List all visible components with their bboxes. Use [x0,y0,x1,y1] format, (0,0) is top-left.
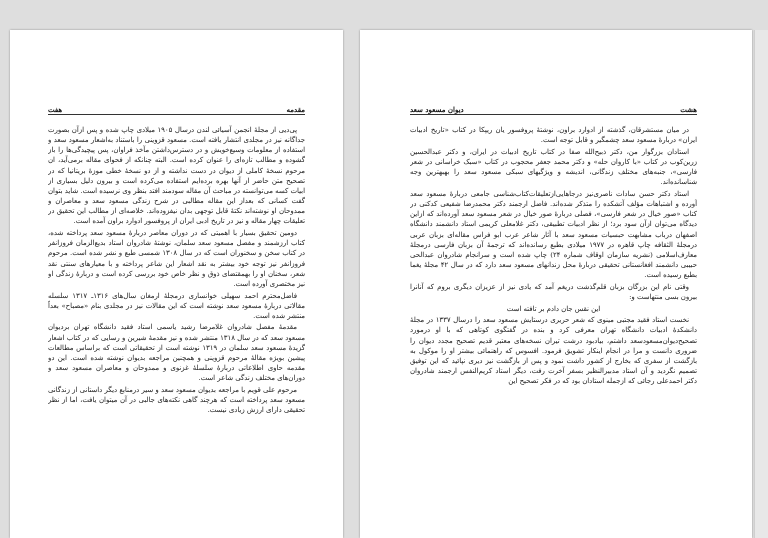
paragraph: مقدمهٔ مفصل شادروان غلامرضا رشید یاسمی استاد فقید دانشگاه تهران بردیوان مسعود سعد که در سال ۱۳۱۸ منتشر شده و نیز مقدمهٔ شیرین و رسایی که در کتاب اشعار گزیدهٔ مسعود سعد سلمان در ۱۳۱۹ نوشته است از تحقیقاتی است که براساس مطالعات پیشین بویژه مقالهٔ مرحوم قزوینی و همچنین مراجعه بدیوان نوشته شده است. این دو مقدمه حاوی اطلاعاتی دربارهٔ سلسلهٔ غزنوی و ممدوحان و معاصران مسعود سعد و دوران‌های مختلف زندگی شاعر است. [48,323,305,383]
page-number: هشت [680,105,697,114]
paragraph: مرحوم علی قویم با مراجعه بدیوان مسعود سعد و سیر درمنابع دیگر داستانی از زندگانی مسعود سعد پرداخته است که هرچند گاهی نکته‌های جالبی در آن میتوان یافت، اما از نظر تحقیقی دارای ارزش زیادی نیست. [48,385,305,415]
vertical-scrollbar[interactable] [754,30,768,538]
left-page [10,30,343,538]
paragraph: فاضل‌محترم احمد سهیلی خوانساری درمجلهٔ ارمغان سال‌های ۱۳۱۶ـ ۱۳۱۷ سلسله مقالاتی دربارهٔ مسعود سعد نوشته است که این مقالات نیز در مجلدی بنام «مصباح» بعداً منتشر شده است. [48,291,305,320]
page-body [48,125,305,532]
paragraph: دومین تحقیق بسیار با اهمیتی که در دوران معاصر دربارهٔ مسعود سعد پرداخته شده، کتاب ارزشمند و مفصل مسعود سعد سلمان، نوشتهٔ شادروان استاد بدیع‌الزمان فروزانفر در کتاب سخن و سخنوران است که در سال ۱۳۰۸ شمسی طبع و نشر شده است. مرحوم فروزانفر نیز توجه خود بیشتر به نقد اشعار این شاعر پرداخته و با معیارهای سنتی نقد شعر، سخنان او را بهمقتضای ذوق و نظر خاص خود بررسی کرده است و دربارهٔ زندگی او نیز مختصری آورده است. [48,229,305,288]
running-title: دیوان مسعود سعد [410,105,464,114]
page-header [410,100,697,115]
page-number: هفت [48,105,63,114]
page-header [48,100,305,115]
verse-line: این نقس جان دادم بر تافته است [506,304,601,313]
paragraph: استادان بزرگوار من، دکتر ذبیح‌الله صفا در کتاب تاریخ ادبیات در ایران، و دکتر عبدالحسین زرین‌کوب در کتاب «با کاروان حله» و دکتر محمد جعفر محجوب در کتاب «سبک خراسانی در شعر فارسی»، جنبه‌های مختلف زندگانی، اندیشه و ویژگیهای سبکی مسعود سعد را بهبهترین وجه شناسانده‌اند. [410,147,697,187]
paragraph: وقتی نام این بزرگان بزبان قلم‌گذشت دریغم آمد که یادی نیز از عزیزان دیگری بروم که آنانرا بیرون بسی منتهاست و: [410,282,697,301]
page-body [410,125,697,532]
running-title: مقدمه [286,105,305,114]
paragraph: استاد دکتر حسن سادات ناصری‌نیز درجاهایی‌ازتعلیقات‌کتاب‌شناسی جامعی دربارهٔ مسعود سعد آورده و اشتباهات مؤلف آتشکده را متذکر شده‌اند. فاضل ارجمند دکتر محمدرضا شفیعی کدکنی در کتاب «صور خیال در شعر فارسی»، فصلی دربارهٔ صور خیال در شعر مسعود سعد آورده‌اند که ازاین دیدگاه می‌توان ازآن سود برد؛ از نظر ادبیات تطبیقی، دکتر غلامعلی کریمی استاد دانشمند دانشگاه اصفهان درباب مشابهت حبسیات مسعود سعد با آثار شاعر عرب ابو فراس مقاله‌ای بزبان عربی درمجلهٔ الثقافه چاپ قاهره در ۱۹۷۷ میلادی بطبع رسانده‌اند که ترجمهٔ آن بزبان فارسی درمجلهٔ معارف‌اسلامی (نشریه سازمان اوقاف شماره ۲۴) چاپ شده است و سرانجام شادروان عبدالحی حبیبی دانشمند افغانستانی تحقیقی دربارهٔ محل زندانهای مسعود سعد دارد که در سال ۴۲ مجلهٔ یغما بطبع رسیده است. [410,189,697,280]
paragraph: نخست استاد فقید مجتبی مینوی که شعر حریری درستایش مسعود سعد را درسال ۱۳۳۷ در مجلهٔ دانشکدهٔ ادبیات دانشگاه تهران معرفی کرد و بنده در گفتگوی کوتاهی که با او درمورد تصحیح‌دیوان‌مسعود‌سعد داشتم، بیادبود درشت تیران نسخه‌های معتبر قدیم تصحیح مجدد دیوان را ضروری دانست و مرا در انجام اینکار تشویق فرمود. افسوس که راهنمائی بیشتر او را موکول به بازگشت از سفری که بخارج از کشور داشت نمود و پس از بازگشت نیز دیری نپائید که این توفیق تصمیم نگردید و آن استاد مدبیرالنظیر بسفر آخرت رفت، دیگر استاد کریم‌النفس ارجمند شادروان دکتر احمدعلی رجائی که ازجمله استادان بود که در فکر تصحیح این [410,316,697,386]
paragraph: در میان مستشرقان، گذشته از ادوارد براون، نوشتهٔ پروفسور یان ریپکا در کتاب «تاریخ ادبیات ایران» دربارهٔ مسعود سعد چشمگیر و قابل توجه است. [410,126,697,145]
right-page [360,30,752,538]
paragraph: پی‌دیی از مجلهٔ انجمن آسیائی لندن درسال ۱۹۰۵ میلادی چاپ شده و پس ازآن بصورت جداگانه نیز در مجلدی انتشار یافته است. مسعود قزوینی را باستناد به‌اشعار مسعود سعد و استفاده از معلومات وسیع‌خویش و در دسترس‌داشتن مآخذ فراوان، پس پیچیدگی‌ها را باز گشوده و مطالب تازه‌ای را عنوان کرده است. البته چنانکه از فحوای مقاله برمی‌آید، ان مرحوم نسخهٔ کاملی از دیوان در دست نداشته و از دو نسخهٔ خطی موزهٔ بریتانیا که در تصحیح متن حاضر از آنها بهره برده‌ایم استفاده می‌کرده است و بیرون دلیل بسیاری از ابیات کسه می‌توانسته در مباحث آن مقاله سودمند افتد بنظر وی نرسیده است. شاید بتوان گفت کسانی که بعداز این مقاله مطالبی در شرح زندگی مسعود سعد و معاصران و ممدوحان او نوشته‌اند نکتهٔ قابل توجهی بدان نیفزوده‌اند. خلاصه‌ای از مطالب این تحقیق در تعلیقات چهار مقاله و نیز در تاریخ ادبی ایران از پروفسور ادوارد براون آمده است. [48,126,305,226]
